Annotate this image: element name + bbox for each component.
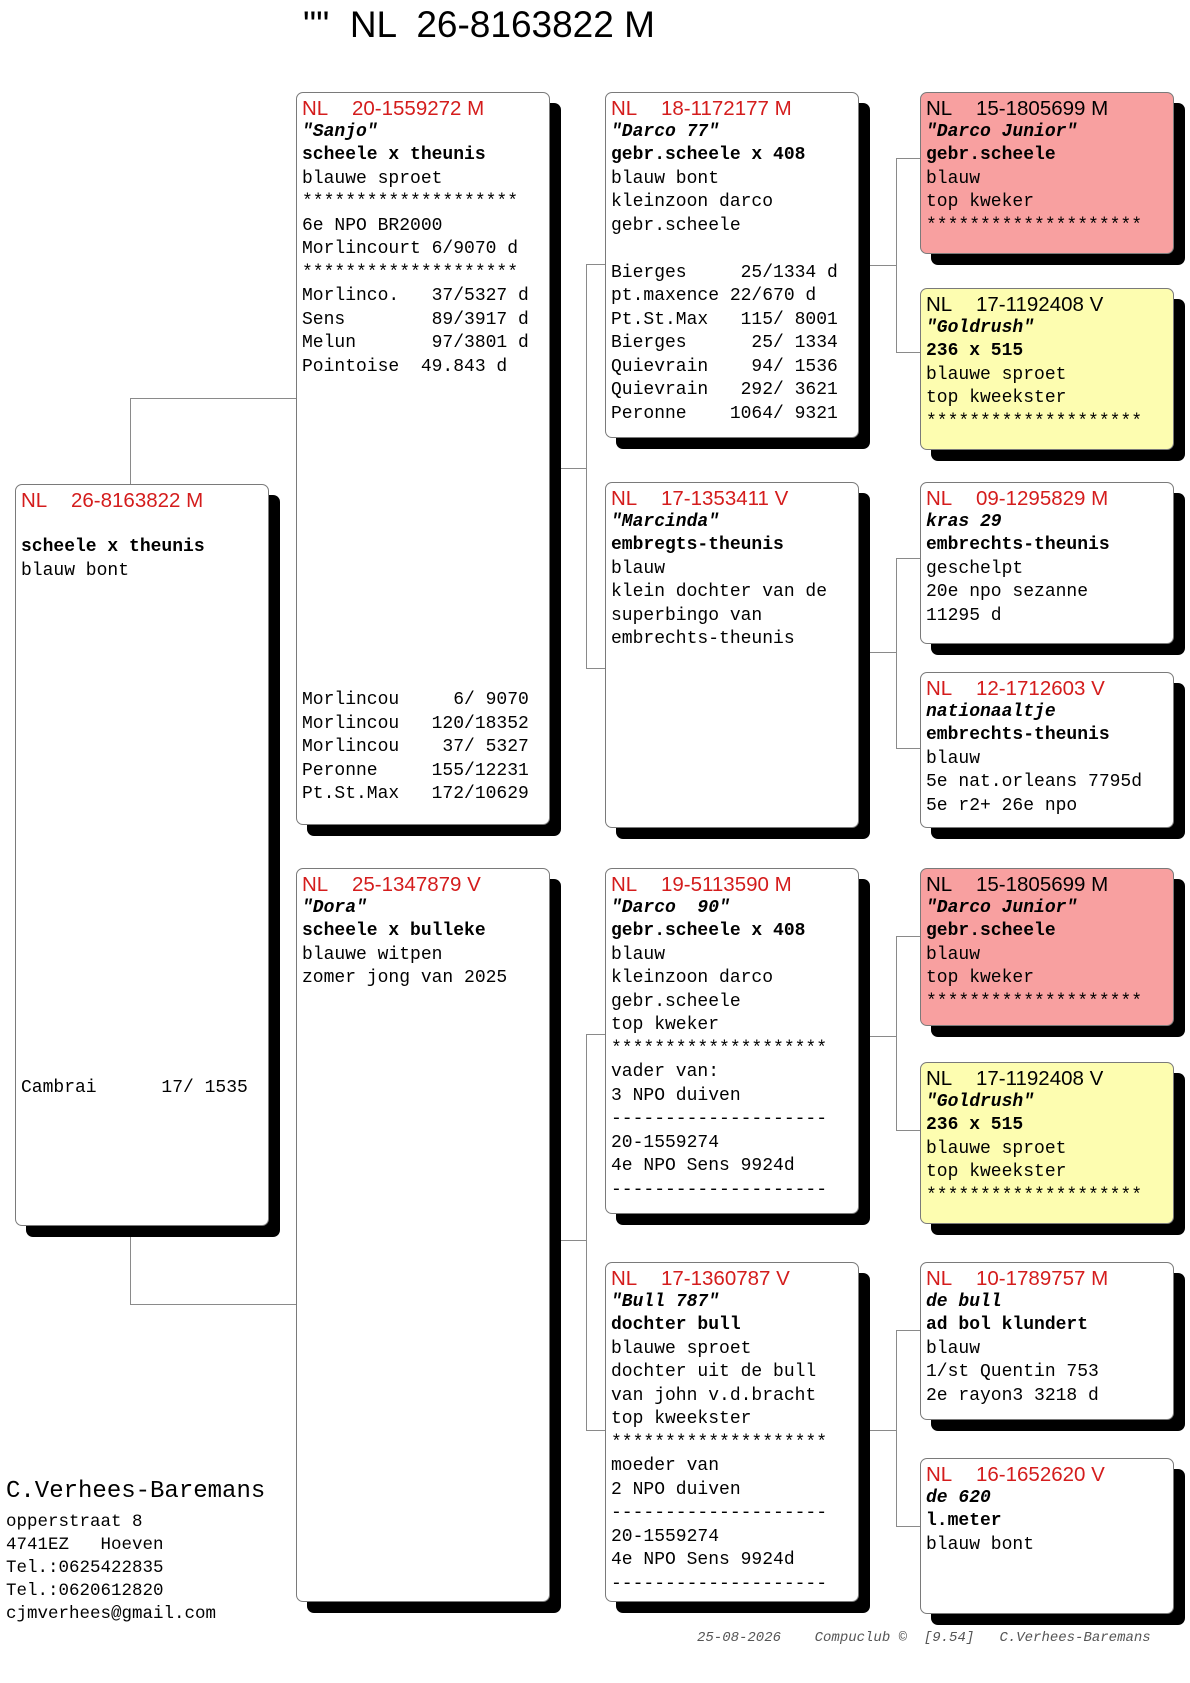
father-line-9: Melun 97/3801 d — [302, 333, 529, 353]
mf-line-10: 20-1559274 — [611, 1132, 720, 1153]
father-father-card[interactable] — [605, 92, 859, 438]
sex-label: V — [467, 873, 481, 896]
country-code: NL — [926, 487, 953, 510]
fm-line-2: blauw — [611, 558, 666, 579]
owner-phone-1: Tel.:0625422835 — [6, 1558, 164, 1578]
ff-line-4: gebr.scheele — [611, 215, 741, 236]
fm-line-1: embregts-theunis — [611, 535, 784, 555]
mm-line-5: top kweekster — [611, 1409, 752, 1429]
ffm-name: "Goldrush" — [926, 317, 1035, 338]
fmm-header — [926, 677, 1173, 701]
father-result-4: Peronne 155/12231 — [302, 760, 529, 781]
ff-line-3: kleinzoon darco — [611, 192, 774, 212]
country-code: NL — [302, 873, 329, 896]
mf-line-3: kleinzoon darco — [611, 968, 774, 988]
ring-number: 17-1192408 — [976, 293, 1084, 316]
ff-name: "Darco 77" — [611, 121, 720, 142]
connector — [896, 936, 897, 1130]
ring-number: 09-1295829 — [976, 487, 1086, 510]
mm-line-1: dochter bull — [611, 1315, 741, 1335]
ff-line-10: Quievrain 94/ 1536 — [611, 356, 838, 377]
connector — [586, 1430, 605, 1431]
fmf-card[interactable] — [920, 482, 1174, 644]
mmm-line-2: blauw bont — [926, 1534, 1035, 1555]
country-code: NL — [302, 97, 329, 120]
fmf-line-2: geschelpt — [926, 558, 1024, 579]
ffm-header — [926, 293, 1173, 317]
connector — [870, 265, 896, 266]
ring-number: 12-1712603 — [976, 677, 1086, 700]
owner-city: 4741EZ Hoeven — [6, 1535, 164, 1555]
connector — [896, 748, 920, 749]
ring-number: 17-1353411 — [661, 487, 769, 510]
ff-line-2: blauw bont — [611, 168, 720, 189]
owner-address: opperstraat 8 — [6, 1512, 143, 1532]
ff-line-5 — [611, 238, 858, 262]
owner-email[interactable]: cjmverhees@gmail.com — [6, 1604, 217, 1624]
connector — [870, 1036, 896, 1037]
mmf-line-3: 1/st Quentin 753 — [926, 1362, 1099, 1382]
fmf-name: kras 29 — [926, 511, 1002, 532]
father-line-10: Pointoise 49.843 d — [302, 356, 508, 377]
father-result-1: Morlincou 6/ 9070 — [302, 690, 529, 710]
subject-card[interactable] — [15, 484, 269, 1226]
ring-number: 17-1192408 — [976, 1067, 1084, 1090]
ring-number: 15-1805699 — [976, 873, 1086, 896]
father-line-7: Morlinco. 37/5327 d — [302, 286, 529, 306]
fmm-card[interactable] — [920, 672, 1174, 828]
ff-header — [611, 97, 858, 121]
connector — [586, 264, 587, 668]
mm-line-8: 2 NPO duiven — [611, 1479, 741, 1500]
mfm-header — [926, 1067, 1173, 1091]
mff-line-3: top kweker — [926, 968, 1035, 988]
mmm-header — [926, 1463, 1173, 1487]
mfm-line-2: blauwe sproet — [926, 1138, 1067, 1159]
ffm-line-2: blauwe sproet — [926, 364, 1067, 385]
ffm-line-1: 236 x 515 — [926, 341, 1024, 361]
mff-line-1: gebr.scheele — [926, 921, 1056, 941]
father-result-5: Pt.St.Max 172/10629 — [302, 784, 529, 804]
mf-line-12: -------------------- — [611, 1179, 828, 1200]
mmm-name: de 620 — [926, 1487, 991, 1508]
mff-line-4: ******************** — [926, 991, 1143, 1012]
page-title: "" NL 26-8163822 M — [303, 4, 655, 45]
fff-header — [926, 97, 1173, 121]
sex-label: V — [774, 487, 789, 510]
mmm-line-1: l.meter — [926, 1511, 1002, 1531]
mf-line-6: ******************** — [611, 1038, 828, 1059]
ffm-card[interactable] — [920, 288, 1174, 450]
fff-line-2: blauw — [926, 168, 981, 189]
fff-line-1: gebr.scheele — [926, 145, 1056, 165]
ff-line-6: Bierges 25/1334 d — [611, 262, 838, 283]
mm-line-12: -------------------- — [611, 1573, 828, 1594]
mother-line-2: blauwe witpen — [302, 944, 443, 965]
sex-label: M — [1091, 487, 1109, 510]
ring-number: 26-8163822 — [71, 489, 181, 512]
father-line-1: scheele x theunis — [302, 145, 486, 165]
mff-card[interactable] — [920, 868, 1174, 1026]
mmf-line-1: ad bol klundert — [926, 1315, 1089, 1335]
ff-line-1: gebr.scheele x 408 — [611, 145, 806, 165]
mff-line-2: blauw — [926, 944, 981, 965]
connector — [586, 264, 605, 265]
mmm-card[interactable] — [920, 1458, 1174, 1614]
fff-line-4: ******************** — [926, 215, 1143, 236]
father-name: "Sanjo" — [302, 121, 378, 142]
fmf-line-4: 11295 d — [926, 605, 1002, 626]
mm-line-4: van john v.d.bracht — [611, 1385, 817, 1406]
father-card[interactable] — [296, 92, 550, 825]
mf-line-9: -------------------- — [611, 1109, 828, 1129]
connector — [870, 652, 896, 653]
ring-number: 25-1347879 — [352, 873, 462, 896]
connector — [130, 1304, 296, 1305]
fmm-line-4: 5e r2+ 26e npo — [926, 795, 1078, 816]
mm-line-7: moeder van — [611, 1456, 720, 1476]
country-code: NL — [611, 873, 638, 896]
owner-name: C.Verhees-Baremans — [6, 1478, 266, 1505]
connector — [896, 558, 920, 559]
country-code: NL — [611, 487, 638, 510]
father-header — [302, 97, 549, 121]
fm-header — [611, 487, 858, 511]
mfm-line-4: ******************** — [926, 1185, 1143, 1206]
fm-line-3: klein dochter van de — [611, 582, 828, 602]
country-code: NL — [611, 1267, 638, 1290]
ffm-line-3: top kweekster — [926, 388, 1067, 408]
country-code: NL — [21, 489, 48, 512]
father-result-3: Morlincou 37/ 5327 — [302, 737, 529, 757]
fmf-line-3: 20e npo sezanne — [926, 582, 1089, 602]
father-line-3: ******************** — [302, 192, 519, 212]
connector — [896, 158, 920, 159]
mmf-name: de bull — [926, 1291, 1002, 1312]
connector — [896, 1130, 920, 1131]
ff-line-7: pt.maxence 22/670 d — [611, 286, 817, 306]
mm-line-10: 20-1559274 — [611, 1526, 720, 1547]
mf-line-2: blauw — [611, 944, 666, 965]
mmf-line-4: 2e rayon3 3218 d — [926, 1385, 1099, 1406]
sex-label: M — [467, 97, 485, 120]
mfm-name: "Goldrush" — [926, 1091, 1035, 1112]
connector — [586, 668, 605, 669]
footer-info: 25-08-2026 Compuclub © [9.54] C.Verhees-Baremans — [697, 1630, 1151, 1646]
owner-phone-2: Tel.:0620612820 — [6, 1581, 164, 1601]
sex-label: M — [1091, 873, 1109, 896]
fmm-line-1: embrechts-theunis — [926, 725, 1110, 745]
connector — [586, 1034, 605, 1035]
connector — [586, 1034, 587, 1430]
sex-label: M — [1091, 97, 1109, 120]
father-line-2: blauwe sproet — [302, 168, 443, 189]
connector — [558, 468, 586, 469]
ffm-line-4: ******************** — [926, 411, 1143, 432]
fmf-line-1: embrechts-theunis — [926, 535, 1110, 555]
mother-header — [302, 873, 549, 897]
mm-header — [611, 1267, 858, 1291]
connector — [896, 352, 920, 353]
mother-name: "Dora" — [302, 897, 367, 918]
mother-mother-card[interactable] — [605, 1262, 859, 1602]
ring-number: 15-1805699 — [976, 97, 1086, 120]
country-code: NL — [926, 1267, 953, 1290]
mother-father-card[interactable] — [605, 868, 859, 1214]
ring-number: 16-1652620 — [976, 1463, 1086, 1486]
country-code: NL — [926, 293, 953, 316]
mf-header — [611, 873, 858, 897]
mfm-line-1: 236 x 515 — [926, 1115, 1024, 1135]
father-line-4: 6e NPO BR2000 — [302, 215, 443, 236]
country-code: NL — [926, 97, 953, 120]
sex-label: V — [1091, 677, 1105, 700]
ring-number: 18-1172177 — [661, 97, 769, 120]
country-code: NL — [926, 1067, 953, 1090]
mf-line-5: top kweker — [611, 1015, 720, 1035]
father-line-6: ******************** — [302, 262, 519, 283]
connector — [896, 158, 897, 352]
ff-line-12: Peronne 1064/ 9321 — [611, 403, 838, 424]
blank-line — [21, 513, 268, 537]
connector — [896, 1526, 920, 1527]
subject-line-2: blauw bont — [21, 560, 130, 581]
ring-number: 10-1789757 — [976, 1267, 1086, 1290]
sex-label: V — [1089, 293, 1104, 316]
subject-line-1: scheele x theunis — [21, 537, 205, 557]
fmm-line-3: 5e nat.orleans 7795d — [926, 772, 1143, 792]
mother-card[interactable] — [296, 868, 550, 1602]
fff-line-3: top kweker — [926, 192, 1035, 212]
connector — [896, 936, 920, 937]
subject-header — [21, 489, 268, 513]
mf-line-11: 4e NPO Sens 9924d — [611, 1156, 795, 1176]
mmf-card[interactable] — [920, 1262, 1174, 1420]
sex-label: V — [776, 1267, 790, 1290]
mfm-line-3: top kweekster — [926, 1162, 1067, 1182]
fmf-header — [926, 487, 1173, 511]
connector — [896, 558, 897, 748]
mm-name: "Bull 787" — [611, 1291, 720, 1312]
mf-name: "Darco 90" — [611, 897, 730, 918]
fm-name: "Marcinda" — [611, 511, 720, 532]
sex-label: M — [1091, 1267, 1109, 1290]
sex-label: V — [1091, 1463, 1105, 1486]
father-mother-card[interactable] — [605, 482, 859, 828]
connector — [130, 398, 296, 399]
mother-line-3: zomer jong van 2025 — [302, 968, 508, 988]
subject-result: Cambrai 17/ 1535 — [21, 1078, 248, 1098]
mf-line-1: gebr.scheele x 408 — [611, 921, 806, 941]
mm-line-2: blauwe sproet — [611, 1338, 752, 1359]
sex-label: V — [1089, 1067, 1104, 1090]
father-line-5: Morlincourt 6/9070 d — [302, 239, 519, 259]
fmm-line-2: blauw — [926, 748, 981, 769]
connector — [896, 1330, 920, 1331]
country-code: NL — [611, 97, 638, 120]
mmf-header — [926, 1267, 1173, 1291]
mm-line-6: ******************** — [611, 1432, 828, 1453]
fff-card[interactable] — [920, 92, 1174, 254]
fmm-name: nationaaltje — [926, 701, 1056, 722]
fff-name: "Darco Junior" — [926, 121, 1078, 142]
ring-number: 17-1360787 — [661, 1267, 771, 1290]
connector — [870, 1430, 896, 1431]
mmf-line-2: blauw — [926, 1338, 981, 1359]
mff-name: "Darco Junior" — [926, 897, 1078, 918]
ring-number: 20-1559272 — [352, 97, 462, 120]
country-code: NL — [926, 1463, 953, 1486]
mff-header — [926, 873, 1173, 897]
country-code: NL — [926, 677, 953, 700]
mfm-card[interactable] — [920, 1062, 1174, 1224]
mm-line-3: dochter uit de bull — [611, 1362, 817, 1382]
connector — [130, 1226, 131, 1305]
ff-line-11: Quievrain 292/ 3621 — [611, 380, 838, 400]
connector — [896, 1330, 897, 1526]
mf-line-7: vader van: — [611, 1062, 720, 1082]
connector — [558, 1240, 586, 1241]
sex-label: M — [774, 97, 792, 120]
country-code: NL — [926, 873, 953, 896]
mother-line-1: scheele x bulleke — [302, 921, 486, 941]
fm-line-4: superbingo van — [611, 605, 763, 626]
fm-line-5: embrechts-theunis — [611, 629, 795, 649]
sex-label: M — [774, 873, 792, 896]
ring-number: 19-5113590 — [661, 873, 769, 896]
sex-label: M — [186, 489, 204, 512]
connector — [130, 398, 131, 484]
mm-line-9: -------------------- — [611, 1503, 828, 1523]
mf-line-4: gebr.scheele — [611, 991, 741, 1012]
mm-line-11: 4e NPO Sens 9924d — [611, 1550, 795, 1570]
mf-line-8: 3 NPO duiven — [611, 1085, 741, 1106]
father-result-2: Morlincou 120/18352 — [302, 713, 529, 734]
ff-line-8: Pt.St.Max 115/ 8001 — [611, 309, 838, 330]
ff-line-9: Bierges 25/ 1334 — [611, 333, 838, 353]
father-line-8: Sens 89/3917 d — [302, 309, 529, 330]
